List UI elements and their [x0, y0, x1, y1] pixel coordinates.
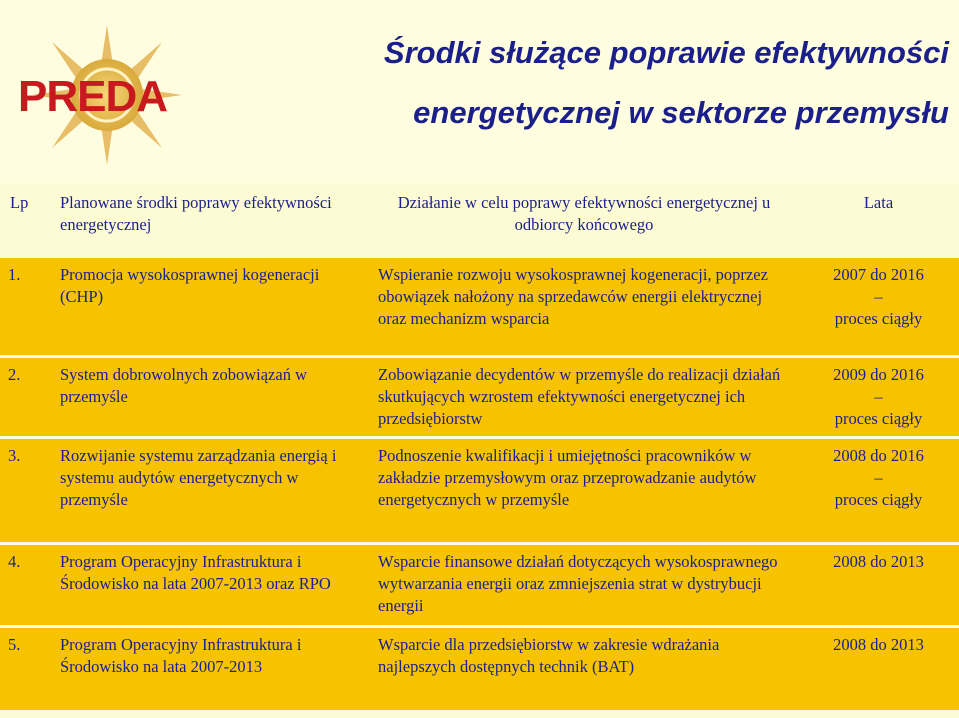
row-lp: 3.: [0, 439, 52, 543]
row-action: Wspieranie rozwoju wysokosprawnej kogeneracji, poprzez obowiązek nałożony na sprzedawców energii elektrycznej oraz mechanizm wsparcia: [370, 258, 798, 356]
row-plan: Program Operacyjny Infrastruktura i Środowisko na lata 2007-2013: [52, 628, 370, 710]
row-lp: 2.: [0, 358, 52, 438]
row-plan: Rozwijanie systemu zarządzania energią i systemu audytów energetycznych w przemyśle: [52, 439, 370, 543]
years-note: proces ciągły: [834, 408, 923, 428]
years-range: 2007 do 2016: [833, 265, 924, 284]
header: [0, 0, 959, 183]
row-lp: 5.: [0, 628, 52, 710]
row-action: Wsparcie dla przedsiębiorstw w zakresie wdrażania najlepszych dostępnych technik (BAT): [370, 628, 798, 710]
row-plan: System dobrowolnych zobowiązań w przemyśle: [52, 358, 370, 438]
row-years: [798, 358, 959, 438]
table-row: [0, 545, 959, 627]
years-range: 2008 do 2016: [833, 446, 924, 465]
row-action: Wsparcie finansowe działań dotyczących wysokosprawnego wytwarzania energii oraz zmniejszenia strat w dystrybucji energii: [370, 545, 798, 627]
header-years: Lata: [798, 183, 959, 258]
measures-table: [0, 183, 959, 710]
row-years: [798, 439, 959, 543]
row-plan: Promocja wysokosprawnej kogeneracji (CHP): [52, 258, 370, 356]
row-lp: 1.: [0, 258, 52, 356]
header-plan: Planowane środki poprawy efektywności energetycznej: [52, 183, 370, 258]
years-range: 2009 do 2016: [833, 364, 924, 384]
years-note: proces ciągły: [834, 309, 923, 328]
years-dash: –: [874, 287, 883, 306]
logo-text: PREDA: [18, 72, 168, 121]
page-title-line-1: Środki służące poprawie efektywności: [383, 35, 949, 70]
header-lp: Lp: [0, 183, 52, 258]
header-action: Działanie w celu poprawy efektywności energetycznej u odbiorcy końcowego: [370, 183, 798, 258]
years-note: proces ciągły: [834, 490, 923, 509]
table-row: [0, 628, 959, 710]
table-header-row: [0, 183, 959, 258]
table-row: [0, 258, 959, 356]
table-row: [0, 439, 959, 543]
years-dash: –: [874, 468, 883, 487]
row-lp: 4.: [0, 545, 52, 627]
row-plan: Program Operacyjny Infrastruktura i Środowisko na lata 2007-2013 oraz RPO: [52, 545, 370, 627]
row-action: Podnoszenie kwalifikacji i umiejętności pracowników w zakładzie przemysłowym oraz przeprowadzanie audytów energetycznych w przemyśle: [370, 439, 798, 543]
row-years: 2008 do 2013: [798, 628, 959, 710]
row-years: [798, 258, 959, 356]
years-dash: –: [874, 386, 883, 406]
row-years: 2008 do 2013: [798, 545, 959, 627]
row-action: Zobowiązanie decydentów w przemyśle do realizacji działań skutkujących wzrostem efektywności energetycznej ich przedsiębiorstw: [370, 358, 798, 438]
table-row: [0, 358, 959, 438]
page-title-line-2: energetycznej w sektorze przemysłu: [413, 95, 949, 130]
